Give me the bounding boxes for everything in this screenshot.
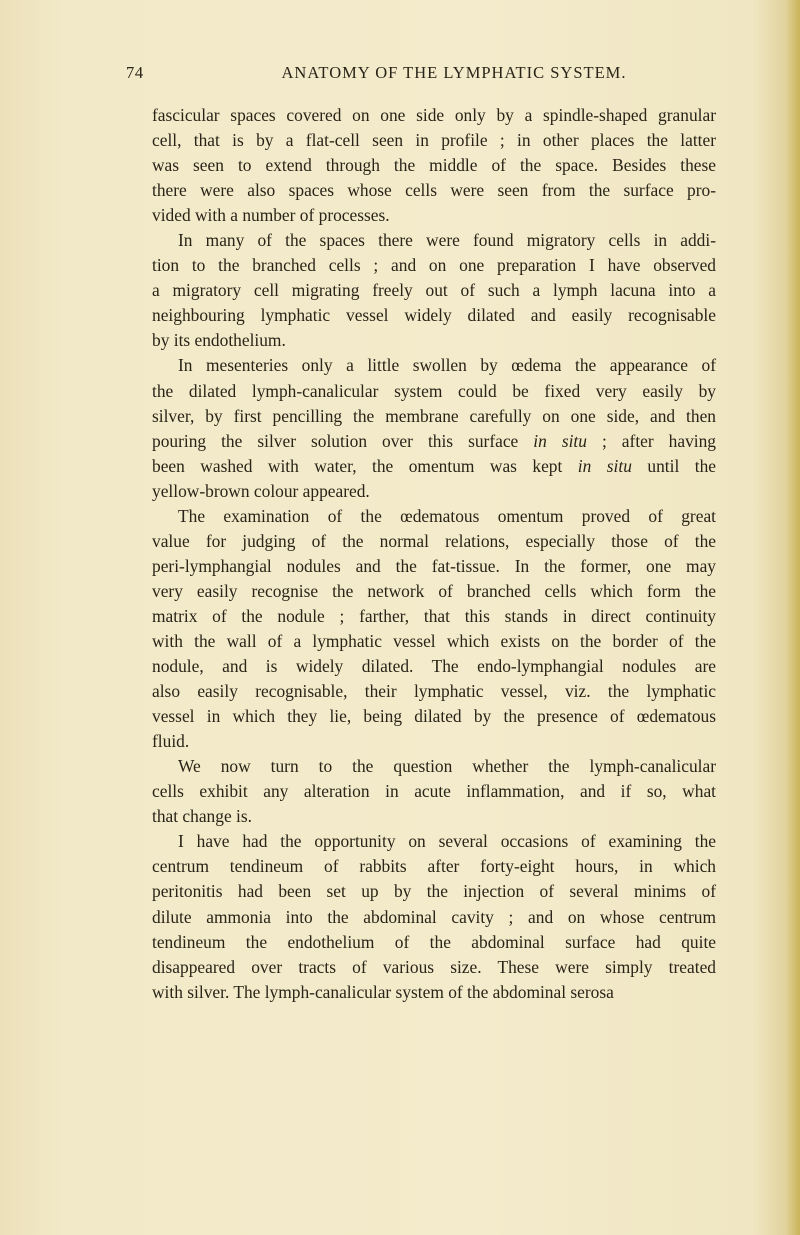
text-line: pouring the silver solution over this surface in situ ; after having <box>152 430 716 451</box>
text-line: fluid. <box>152 731 190 752</box>
page-edge-shadow <box>786 0 800 1235</box>
text-line: neighbouring lymphatic vessel widely dilated and easily recognisable <box>152 305 716 326</box>
text-line: very easily recognise the network of branched cells which form the <box>152 580 716 601</box>
text-line: In many of the spaces there were found migratory cells in addi- <box>178 230 716 251</box>
text-line: by its endothelium. <box>152 330 286 351</box>
text-line: fascicular spaces covered on one side only by a spindle-shaped granular <box>152 105 716 125</box>
text-line: cells exhibit any alteration in acute inflammation, and if so, what <box>152 781 716 802</box>
text-line: tendineum the endothelium of the abdominal surface had quite <box>152 931 716 952</box>
text-line: vided with a number of processes. <box>152 205 390 226</box>
text-line: yellow-brown colour appeared. <box>152 480 370 501</box>
text-line: cell, that is by a flat-cell seen in profile ; in other places the latter <box>152 130 716 151</box>
text-line: also easily recognisable, their lymphatic vessel, viz. the lymphatic <box>152 681 716 702</box>
text-line: a migratory cell migrating freely out of such a lymph lacuna into a <box>152 280 716 301</box>
running-head: ANATOMY OF THE LYMPHATIC SYSTEM. <box>281 63 627 82</box>
text-line: nodule, and is widely dilated. The endo-lymphangial nodules are <box>152 656 716 677</box>
paragraph <box>126 103 716 228</box>
text-line: dilute ammonia into the abdominal cavity ; and on whose centrum <box>152 906 716 927</box>
text-line: I have had the opportunity on several occasions of examining the <box>178 831 716 852</box>
text-line: matrix of the nodule ; farther, that this stands in direct continuity <box>152 605 716 626</box>
paragraph <box>126 228 716 353</box>
text-line: with silver. The lymph-canalicular system of the abdominal serosa <box>152 981 614 1002</box>
paragraph <box>126 829 716 1004</box>
text-line: silver, by first pencilling the membrane carefully on one side, and then <box>152 405 716 426</box>
text-line: tion to the branched cells ; and on one preparation I have observed <box>152 255 716 276</box>
paragraph <box>126 754 716 829</box>
text-line: peri-lymphangial nodules and the fat-tissue. In the former, one may <box>152 555 716 576</box>
text-line: with the wall of a lymphatic vessel which exists on the border of the <box>152 630 716 651</box>
text-line: that change is. <box>152 806 252 827</box>
text-line: In mesenteries only a little swollen by œdema the appearance of <box>178 355 716 376</box>
text-line: was seen to extend through the middle of the space. Besides these <box>152 155 716 176</box>
text-line: there were also spaces whose cells were seen from the surface pro- <box>152 180 716 201</box>
text-line: The examination of the œdematous omentum proved of great <box>178 505 716 526</box>
page-number: 74 <box>126 63 144 82</box>
paragraph <box>126 504 716 754</box>
text-line: value for judging of the normal relations, especially those of the <box>152 530 716 551</box>
text-line: been washed with water, the omentum was kept in situ until the <box>152 455 716 476</box>
page-header <box>126 63 716 93</box>
text-line: the dilated lymph-canalicular system could be fixed very easily by <box>152 380 716 401</box>
text-line: centrum tendineum of rabbits after forty-eight hours, in which <box>152 856 716 877</box>
text-line: We now turn to the question whether the lymph-canalicular <box>178 756 716 777</box>
text-line: vessel in which they lie, being dilated by the presence of œdematous <box>152 706 716 727</box>
text-line: peritonitis had been set up by the injection of several minims of <box>152 881 716 902</box>
text-line: disappeared over tracts of various size. These were simply treated <box>152 956 716 977</box>
body-text <box>126 103 716 1005</box>
paragraph <box>126 353 716 503</box>
